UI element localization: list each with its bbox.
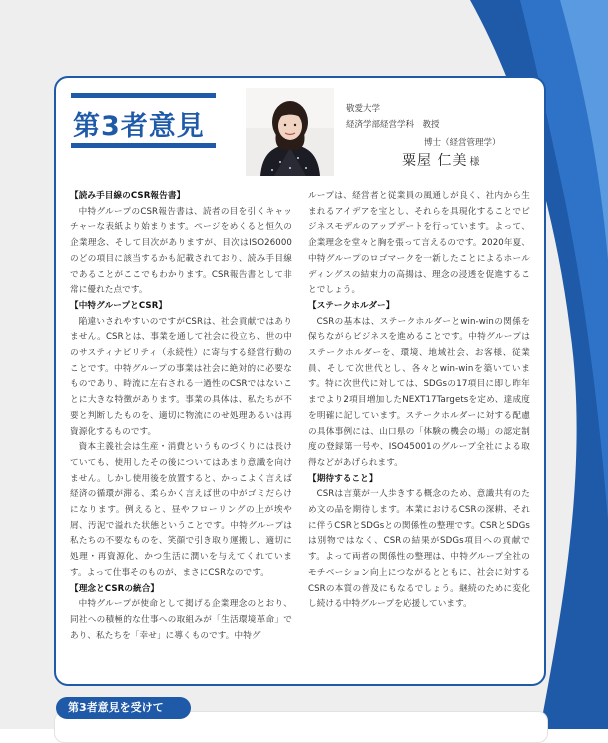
title-bottom-rule [71,143,216,148]
author-name-line [402,150,479,170]
response-section-tag: 第3者意見を受けて [56,697,191,719]
title-top-rule [71,93,216,98]
author-affiliation-university: 敬愛大学 [346,104,381,114]
page-title: 第3者意見 [73,111,205,142]
author-affiliation-department: 経済学部経営学科 教授 [346,120,440,130]
body-paragraph: ループは、経営者と従業員の風通しが良く、社内から生まれるアイデアを宝とし、それらを具現化することでビジネスモデルのアップデートを行っています。よって、企業理念を堂々と胸を張って言えるのです。2020年夏、中特グループのロゴマークを一新したことによるホールディングスの結束力の高揚は、理念の浸透を促進することでしょう。 [308,191,530,296]
body-paragraph: CSRの基本は、ステークホルダーとwin-winの関係を保ちながらビジネスを進めることです。中特グループはステークホルダーを、環境、地域社会、お客様、従業員、そして次世代とし、各々とwin-winを築いています。特に次世代に対しては、SDGsの17項目に即し昨年までより2項目増加したNEXT17Targetsを定め、達成度を明確に記しています。ステークホルダーに対する配慮の具体事例には、山口県の「体験の機会の場」の認定制度の登録第一号や、ISO45001のグループ全社による取得などがあげられます。 [308,316,530,468]
author-name: 粟屋 仁美 [402,153,468,169]
opinion-card [54,76,546,686]
right-column [308,189,530,613]
section-heading: 【読み手目線のCSR報告書】 [70,191,186,201]
author-honorific: 様 [469,157,480,168]
section-heading: 【中特グループとCSR】 [70,300,168,311]
body-paragraph: 陥違いされやすいのですがCSRは、社会貢献ではありません。CSRとは、事業を通して社会に役立ち、世の中のサスティナビリティ（永続性）に寄与する経営行動のことです。中特グループの事業は社会に絶対的に必要なものであり、時流に左右される一過性のCSRではないことに大きな特徴があります。事業の具体は、私たちが不要と判断したものを、適切に物流にのせ処理あるいは再資源化するものです。 [70,316,292,437]
body-paragraph: 資本主義社会は生産・消費というものづくりには長けていても、使用したその後についてはあまり意識を向けません。しかし使用後を放置すると、かっこよく言えば経済の循環が滞る、柔らかく言えば世の中がゴミだらけになります。例えると、昼やフローリングの上が埃や屑、汚泥で溢れた状態ということです。中特グループは私たちの不要なものを、笑顔で引き取り運搬し、適切に処理・再資源化、かつ生活に潤いを与えてくれています。よって仕事そのものが、まさにCSRなのです。 [70,442,292,578]
section-heading: 【期待すること】 [308,473,378,484]
body-paragraph: 中特グループのCSR報告書は、読者の目を引くキャッチャーな表紙より始まります。ページをめくると恒久の企業理念、そして目次がありますが、目次はISO26000のどの項目に該当するかも記載されており、読み手目線であることがここでもわかります。CSR報告書として非常に優れた点です。 [70,206,292,296]
left-column [70,189,292,644]
author-photo [246,88,334,176]
author-degree: 博士（経営管理学） [424,138,501,148]
section-heading: 【理念とCSRの統合】 [70,583,160,594]
body-paragraph: CSRは言葉が一人歩きする概念のため、意識共有のため文の品を期待します。本業におけるCSRの深耕、それに伴うCSRとSDGsとの関係性の整理です。CSRとSDGsは別物ではなく、CSRの結果がSDGs項目への貢献です。よって両者の関係性の整理は、中特グループ全社のモチベーション向上につながるとともに、社会に対するCSRの本質の普及にもなるでしょう。継続のために変化し続ける中特グループを応援しています。 [308,489,530,610]
body-paragraph: 中特グループが使命として掲げる企業理念のとおり、同社への積極的な仕事への取組みが「生活環境革命」であり、私たちを「幸せ」に導くものです。中特グ [70,599,292,641]
section-heading: 【ステークホルダー】 [308,300,395,311]
title-box [71,93,216,151]
